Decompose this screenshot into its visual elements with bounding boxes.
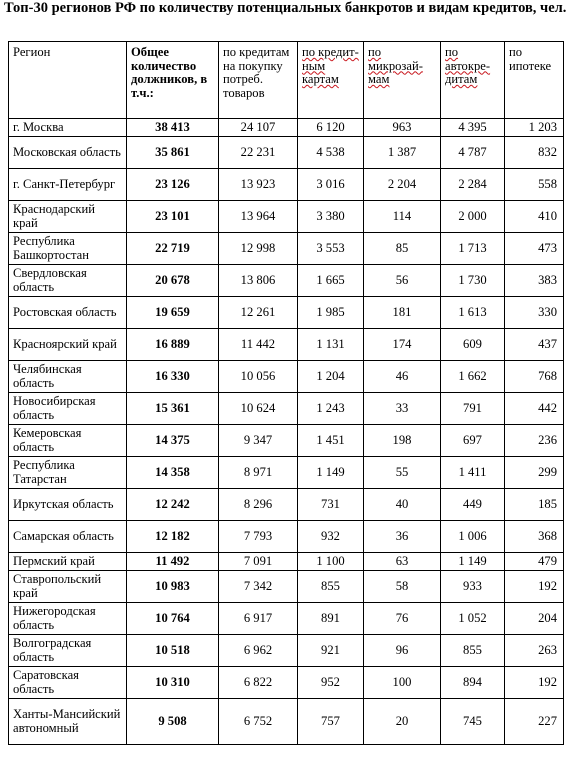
cell-cards: 921 (298, 635, 364, 667)
cell-auto: 1 613 (441, 297, 505, 329)
cell-mortgage: 410 (505, 201, 564, 233)
cell-micro: 963 (364, 119, 441, 137)
cell-auto: 894 (441, 667, 505, 699)
cell-total: 16 330 (127, 361, 219, 393)
header-consumer: по кредитам на покупку потреб. товаров (219, 42, 298, 119)
table-row (9, 521, 564, 553)
cell-consumer: 10 624 (219, 393, 298, 425)
cell-consumer: 11 442 (219, 329, 298, 361)
cell-region: Ростовская область (9, 297, 127, 329)
cell-consumer: 13 806 (219, 265, 298, 297)
cell-region: Пермский край (9, 553, 127, 571)
table-row (9, 489, 564, 521)
cell-mortgage: 330 (505, 297, 564, 329)
table-row (9, 425, 564, 457)
cell-cards: 1 149 (298, 457, 364, 489)
table-row (9, 361, 564, 393)
cell-total: 22 719 (127, 233, 219, 265)
cell-cards: 3 016 (298, 169, 364, 201)
cell-cards: 1 243 (298, 393, 364, 425)
cell-consumer: 7 342 (219, 571, 298, 603)
cell-micro: 174 (364, 329, 441, 361)
cell-region: Ставропольский край (9, 571, 127, 603)
cell-auto: 449 (441, 489, 505, 521)
cell-cards: 3 553 (298, 233, 364, 265)
cell-total: 12 182 (127, 521, 219, 553)
cell-micro: 56 (364, 265, 441, 297)
cell-auto: 2 000 (441, 201, 505, 233)
cell-micro: 76 (364, 603, 441, 635)
cell-micro: 100 (364, 667, 441, 699)
header-micro: по микрозай-мам (364, 42, 441, 119)
cell-mortgage: 479 (505, 553, 564, 571)
cell-auto: 1 713 (441, 233, 505, 265)
cell-total: 23 101 (127, 201, 219, 233)
table-row (9, 553, 564, 571)
cell-auto: 1 149 (441, 553, 505, 571)
cell-mortgage: 558 (505, 169, 564, 201)
cell-auto: 4 395 (441, 119, 505, 137)
cell-cards: 4 538 (298, 137, 364, 169)
cell-mortgage: 263 (505, 635, 564, 667)
header-cards: по кредит-ным картам (298, 42, 364, 119)
cell-cards: 1 451 (298, 425, 364, 457)
cell-total: 35 861 (127, 137, 219, 169)
table-row (9, 635, 564, 667)
cell-region: Челябинская область (9, 361, 127, 393)
cell-total: 16 889 (127, 329, 219, 361)
cell-cards: 1 665 (298, 265, 364, 297)
cell-micro: 114 (364, 201, 441, 233)
cell-auto: 4 787 (441, 137, 505, 169)
cell-consumer: 6 917 (219, 603, 298, 635)
cell-mortgage: 832 (505, 137, 564, 169)
cell-consumer: 6 822 (219, 667, 298, 699)
cell-region: Иркутская область (9, 489, 127, 521)
cell-micro: 40 (364, 489, 441, 521)
table-row (9, 699, 564, 745)
table-row (9, 137, 564, 169)
cell-micro: 198 (364, 425, 441, 457)
cell-total: 10 518 (127, 635, 219, 667)
cell-cards: 3 380 (298, 201, 364, 233)
cell-total: 14 375 (127, 425, 219, 457)
cell-mortgage: 185 (505, 489, 564, 521)
cell-micro: 33 (364, 393, 441, 425)
cell-mortgage: 299 (505, 457, 564, 489)
table-row (9, 603, 564, 635)
cell-consumer: 22 231 (219, 137, 298, 169)
cell-consumer: 24 107 (219, 119, 298, 137)
table-row (9, 297, 564, 329)
cell-consumer: 9 347 (219, 425, 298, 457)
cell-micro: 1 387 (364, 137, 441, 169)
cell-cards: 1 985 (298, 297, 364, 329)
cell-micro: 85 (364, 233, 441, 265)
cell-consumer: 7 091 (219, 553, 298, 571)
table-row (9, 571, 564, 603)
cell-total: 10 310 (127, 667, 219, 699)
header-total: Общее количество должников, в т.ч.: (127, 42, 219, 119)
cell-region: Свердловская область (9, 265, 127, 297)
cell-auto: 1 730 (441, 265, 505, 297)
cell-total: 19 659 (127, 297, 219, 329)
cell-consumer: 6 752 (219, 699, 298, 745)
cell-total: 11 492 (127, 553, 219, 571)
cell-region: г. Москва (9, 119, 127, 137)
table-row (9, 201, 564, 233)
cell-mortgage: 368 (505, 521, 564, 553)
cell-auto: 1 006 (441, 521, 505, 553)
cell-mortgage: 192 (505, 667, 564, 699)
cell-micro: 2 204 (364, 169, 441, 201)
cell-auto: 697 (441, 425, 505, 457)
cell-region: Ханты-Мансийский автономный (9, 699, 127, 745)
cell-auto: 855 (441, 635, 505, 667)
cell-consumer: 6 962 (219, 635, 298, 667)
cell-cards: 1 204 (298, 361, 364, 393)
cell-mortgage: 204 (505, 603, 564, 635)
cell-auto: 791 (441, 393, 505, 425)
table-body (9, 119, 564, 745)
cell-auto: 1 411 (441, 457, 505, 489)
cell-total: 38 413 (127, 119, 219, 137)
cell-total: 10 983 (127, 571, 219, 603)
header-mortgage: по ипотеке (505, 42, 564, 119)
cell-region: Республика Татарстан (9, 457, 127, 489)
cell-mortgage: 236 (505, 425, 564, 457)
cell-micro: 63 (364, 553, 441, 571)
cell-region: Республика Башкортостан (9, 233, 127, 265)
cell-region: Красноярский край (9, 329, 127, 361)
table-row (9, 329, 564, 361)
cell-auto: 745 (441, 699, 505, 745)
table-row (9, 457, 564, 489)
cell-total: 15 361 (127, 393, 219, 425)
document-title: Топ-30 регионов РФ по количеству потенциальных банкротов и видам кредитов, чел. (4, 0, 567, 16)
cell-auto: 1 662 (441, 361, 505, 393)
cell-mortgage: 442 (505, 393, 564, 425)
table-row (9, 119, 564, 137)
cell-mortgage: 227 (505, 699, 564, 745)
cell-cards: 6 120 (298, 119, 364, 137)
cell-consumer: 13 923 (219, 169, 298, 201)
cell-region: Новосибирская область (9, 393, 127, 425)
header-region: Регион (9, 42, 127, 119)
cell-region: Саратовская область (9, 667, 127, 699)
cell-cards: 757 (298, 699, 364, 745)
cell-cards: 1 100 (298, 553, 364, 571)
cell-mortgage: 383 (505, 265, 564, 297)
cell-micro: 20 (364, 699, 441, 745)
cell-consumer: 8 971 (219, 457, 298, 489)
cell-micro: 36 (364, 521, 441, 553)
cell-consumer: 12 998 (219, 233, 298, 265)
cell-region: Нижегородская область (9, 603, 127, 635)
cell-cards: 932 (298, 521, 364, 553)
table-row (9, 265, 564, 297)
header-auto: по автокре-дитам (441, 42, 505, 119)
cell-auto: 933 (441, 571, 505, 603)
cell-region: Волгоградская область (9, 635, 127, 667)
cell-cards: 731 (298, 489, 364, 521)
table-header-row (9, 42, 564, 119)
cell-micro: 58 (364, 571, 441, 603)
cell-auto: 1 052 (441, 603, 505, 635)
cell-cards: 855 (298, 571, 364, 603)
cell-micro: 55 (364, 457, 441, 489)
cell-total: 23 126 (127, 169, 219, 201)
cell-consumer: 13 964 (219, 201, 298, 233)
table-row (9, 233, 564, 265)
cell-mortgage: 192 (505, 571, 564, 603)
cell-micro: 96 (364, 635, 441, 667)
cell-auto: 609 (441, 329, 505, 361)
table-row (9, 169, 564, 201)
debtors-table (8, 41, 564, 745)
cell-cards: 1 131 (298, 329, 364, 361)
cell-consumer: 8 296 (219, 489, 298, 521)
cell-cards: 891 (298, 603, 364, 635)
cell-micro: 181 (364, 297, 441, 329)
cell-mortgage: 768 (505, 361, 564, 393)
cell-mortgage: 473 (505, 233, 564, 265)
table-row (9, 393, 564, 425)
cell-total: 12 242 (127, 489, 219, 521)
cell-region: Кемеровская область (9, 425, 127, 457)
table-row (9, 667, 564, 699)
cell-region: г. Санкт-Петербург (9, 169, 127, 201)
cell-mortgage: 437 (505, 329, 564, 361)
cell-total: 9 508 (127, 699, 219, 745)
cell-region: Краснодарский край (9, 201, 127, 233)
cell-micro: 46 (364, 361, 441, 393)
cell-cards: 952 (298, 667, 364, 699)
cell-consumer: 10 056 (219, 361, 298, 393)
cell-region: Самарская область (9, 521, 127, 553)
cell-mortgage: 1 203 (505, 119, 564, 137)
cell-consumer: 7 793 (219, 521, 298, 553)
cell-region: Московская область (9, 137, 127, 169)
cell-total: 10 764 (127, 603, 219, 635)
cell-consumer: 12 261 (219, 297, 298, 329)
cell-total: 20 678 (127, 265, 219, 297)
cell-auto: 2 284 (441, 169, 505, 201)
cell-total: 14 358 (127, 457, 219, 489)
